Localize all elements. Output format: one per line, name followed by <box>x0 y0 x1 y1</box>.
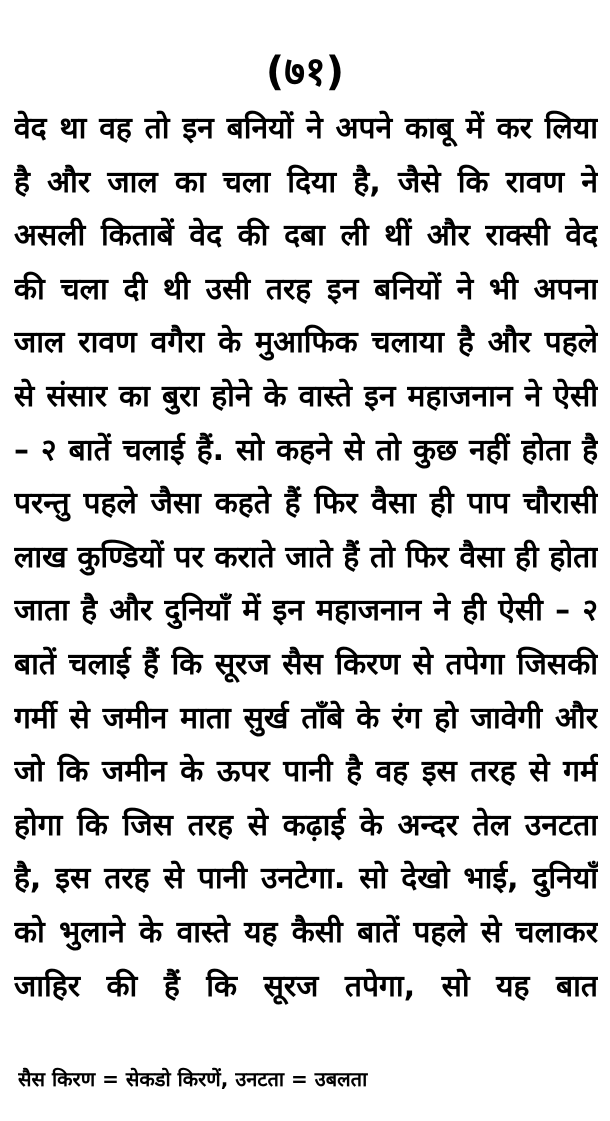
text-line: गर्मी से जमीन माता सुर्ख ताँबे के रंग हो जावेगी और <box>14 700 598 736</box>
text-line: से संसार का बुरा होने के वास्ते इन महाजनान ने ऐसी <box>14 378 598 414</box>
page-number: (७१) <box>265 49 345 95</box>
text-line: जो कि जमीन के ऊपर पानी है वह इस तरह से गर्म <box>14 754 598 790</box>
body-text <box>14 102 598 1013</box>
text-line: असली किताबें वेद की दबा ली थीं और राक्सी वेद <box>14 218 598 254</box>
text-line: जाल रावण वगैरा के मुआफिक चलाया है और पहले <box>14 325 598 361</box>
footnote: सैस किरण = सेकडो किरणें, उनटता = उबलता <box>18 1067 368 1091</box>
text-line: को भुलाने के वास्ते यह कैसी बातें पहले से चलाकर <box>14 914 598 950</box>
text-line: है और जाल का चला दिया है, जैसे कि रावण ने <box>14 164 598 200</box>
text-line: बातें चलाई हैं कि सूरज सैस किरण से तपेगा जिसकी <box>14 646 598 682</box>
text-line: – २ बातें चलाई हैं. सो कहने से तो कुछ नहीं होता है <box>14 432 598 468</box>
text-line: परन्तु पहले जैसा कहते हैं फिर वैसा ही पाप चौरासी <box>14 486 598 522</box>
text-line: है, इस तरह से पानी उनटेगा. सो देखो भाई, दुनियाँ <box>14 861 598 897</box>
text-line: जाहिर की हैं कि सूरज तपेगा, सो यह बात <box>14 968 598 1004</box>
text-line: की चला दी थी उसी तरह इन बनियों ने भी अपना <box>14 271 598 307</box>
text-line: होगा कि जिस तरह से कढ़ाई के अन्दर तेल उनटता <box>14 807 598 843</box>
text-line: लाख कुण्डियों पर कराते जाते हैं तो फिर वैसा ही होता <box>14 539 598 575</box>
text-line: वेद था वह तो इन बनियों ने अपने काबू में कर लिया <box>14 111 598 146</box>
text-line: जाता है और दुनियाँ में इन महाजनान ने ही ऐसी – २ <box>14 593 598 629</box>
